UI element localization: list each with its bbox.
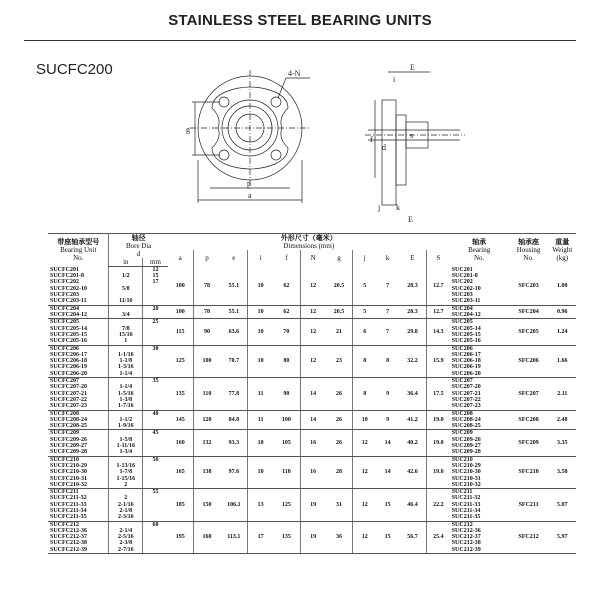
dim-E-cell: 28.3	[399, 305, 426, 319]
col-i: i	[248, 250, 273, 267]
col-e: e	[232, 254, 236, 263]
front-view	[186, 69, 310, 203]
bearing-no-cell: SUC210 SUC210-29 SUC210-30 SUC210-31 SUC210-32	[450, 456, 509, 488]
col-N: N	[300, 250, 325, 267]
dim-N-cell: 16	[300, 456, 325, 488]
dim-e-cell: 106.1	[220, 489, 247, 521]
svg-text:k: k	[396, 203, 400, 212]
dim-S-cell: 19.0	[426, 410, 449, 430]
bore-mm-cell: 55	[143, 489, 168, 521]
unit-no-cell: SUCFC206 SUCFC206-17 SUCFC206-18 SUCFC206-19 SUCFC206-20	[48, 345, 109, 377]
dim-N-cell: 14	[300, 410, 325, 430]
dim-p-cell: 120	[193, 410, 220, 430]
dim-g-cell: 26	[326, 378, 353, 410]
dim-p-cell: 78	[193, 267, 220, 306]
dim-g-cell: 21	[326, 319, 353, 345]
table-row	[48, 267, 576, 306]
bore-in-cell: 1-5/8 1-11/16 1-3/4	[109, 430, 143, 456]
col-in: in	[109, 258, 143, 267]
dim-g-cell: 26	[326, 430, 353, 456]
dim-i-cell: 11	[248, 378, 273, 410]
dim-E-cell: 36.4	[399, 378, 426, 410]
dim-k-cell: 15	[376, 489, 399, 521]
dim-g-cell: 20.5	[326, 305, 353, 319]
table-row	[48, 521, 576, 553]
weight-cell: 5.07	[549, 489, 576, 521]
col-S: S	[426, 250, 449, 267]
dim-S-cell: 19.0	[426, 456, 449, 488]
dim-i-cell: 11	[248, 410, 273, 430]
bore-in-cell: 1/2 5/8 11/16	[109, 267, 143, 306]
dim-S-cell: 15.9	[426, 345, 449, 377]
model-heading: SUCFC200	[36, 61, 113, 78]
col-k: k	[385, 254, 390, 263]
dim-E-cell: 42.6	[399, 456, 426, 488]
dim-S-cell: 12.7	[426, 305, 449, 319]
dim-a-cell: 115	[168, 319, 193, 345]
bearing-no-cell: SUC205 SUC205-14 SUC205-15 SUC205-16	[450, 319, 509, 345]
bearing-drawing	[170, 60, 470, 225]
dim-k-cell: 14	[376, 456, 399, 488]
dim-e-cell: 70.7	[220, 345, 247, 377]
dim-f-cell: 135	[273, 521, 300, 553]
dim-e-cell: 84.8	[220, 410, 247, 430]
col-weight: 重量 Weight (kg)	[552, 238, 573, 263]
bore-mm-cell: 35	[143, 378, 168, 410]
housing-no-cell: SFC211	[509, 489, 549, 521]
housing-no-cell: SFC210	[509, 456, 549, 488]
dim-a-cell: 100	[168, 267, 193, 306]
housing-no-cell: SFC209	[509, 430, 549, 456]
col-dimensions: 外形尺寸（毫米） Dimensions (mm)	[280, 234, 337, 250]
dim-p-cell: 78	[193, 305, 220, 319]
svg-text:i: i	[393, 75, 396, 84]
table-row	[48, 378, 576, 410]
dim-k-cell: 7	[376, 267, 399, 306]
dim-N-cell: 16	[300, 430, 325, 456]
table-row	[48, 430, 576, 456]
side-view	[365, 63, 465, 224]
dim-p-cell: 150	[193, 489, 220, 521]
dim-i-cell: 10	[248, 345, 273, 377]
unit-no-cell: SUCFC201 SUCFC201-8 SUCFC202 SUCFC202-10 SUCFC203 SUCFC203-11	[48, 267, 109, 306]
table-body	[48, 267, 576, 554]
housing-no-cell: SFC206	[509, 345, 549, 377]
weight-cell: 5.97	[549, 521, 576, 553]
unit-no-cell: SUCFC208 SUCFC208-24 SUCFC208-25	[48, 410, 109, 430]
dim-S-cell: 17.5	[426, 378, 449, 410]
dim-e-cell: 113.1	[220, 521, 247, 553]
weight-cell: 2.48	[549, 410, 576, 430]
dim-k-cell: 15	[376, 521, 399, 553]
bore-in-cell: 2-1/4 2-5/16 2-3/8 2-7/16	[109, 521, 143, 553]
dim-k-cell: 9	[376, 410, 399, 430]
dim-i-cell: 10	[248, 305, 273, 319]
svg-text:f: f	[370, 135, 373, 144]
bearing-no-cell: SUC206 SUC206-17 SUC206-18 SUC206-19 SUC206-20	[450, 345, 509, 377]
dim-k-cell: 14	[376, 430, 399, 456]
col-f: f	[285, 254, 288, 263]
dim-a-cell: 135	[168, 378, 193, 410]
weight-cell: 1.66	[549, 345, 576, 377]
col-a: a	[178, 254, 182, 263]
dim-f-cell: 62	[273, 305, 300, 319]
unit-no-cell: SUCFC209 SUCFC209-26 SUCFC209-27 SUCFC209-28	[48, 430, 109, 456]
unit-no-cell: SUCFC212 SUCFC212-36 SUCFC212-37 SUCFC212-38 SUCFC212-39	[48, 521, 109, 553]
dim-a-cell: 100	[168, 305, 193, 319]
dim-S-cell: 12.7	[426, 267, 449, 306]
bore-mm-cell: 60	[143, 521, 168, 553]
bearing-no-cell: SUC212 SUC212-36 SUC212-37 SUC212-38 SUC212-39	[450, 521, 509, 553]
dim-a-cell: 125	[168, 345, 193, 377]
dim-j-cell: 12	[353, 521, 376, 553]
dim-f-cell: 62	[273, 267, 300, 306]
bore-in-cell: 1-1/2 1-9/16	[109, 410, 143, 430]
dim-j-cell: 8	[353, 345, 376, 377]
housing-no-cell: SFC208	[509, 410, 549, 430]
dim-p-cell: 132	[193, 430, 220, 456]
dim-N-cell: 12	[300, 319, 325, 345]
col-p: p	[193, 250, 220, 267]
unit-no-cell: SUCFC205 SUCFC205-14 SUCFC205-15 SUCFC205-16	[48, 319, 109, 345]
dim-j-cell: 5	[353, 305, 376, 319]
table-row	[48, 410, 576, 430]
bore-mm-cell: 30	[143, 345, 168, 377]
dim-g-cell: 31	[326, 489, 353, 521]
dim-f-cell: 80	[273, 345, 300, 377]
dim-N-cell: 19	[300, 521, 325, 553]
dim-N-cell: 12	[300, 305, 325, 319]
dim-i-cell: 10	[248, 319, 273, 345]
dim-j-cell: 12	[353, 489, 376, 521]
dim-e-cell: 55.1	[220, 267, 247, 306]
dim-i-cell: 13	[248, 489, 273, 521]
dim-S-cell: 22.2	[426, 489, 449, 521]
col-E: E	[410, 254, 415, 263]
dim-e-cell: 63.6	[220, 319, 247, 345]
svg-text:4-N: 4-N	[288, 69, 301, 78]
dim-j-cell: 5	[353, 267, 376, 306]
dim-p-cell: 100	[193, 345, 220, 377]
specs-table	[48, 233, 576, 554]
bore-in-cell: 1-1/4 1-5/16 1-3/8 1-7/16	[109, 378, 143, 410]
col-g: g	[337, 254, 341, 263]
dim-e-cell: 77.8	[220, 378, 247, 410]
table-row	[48, 489, 576, 521]
dim-k-cell: 7	[376, 319, 399, 345]
svg-text:g: g	[186, 125, 190, 134]
dim-N-cell: 12	[300, 345, 325, 377]
housing-no-cell: SFC204	[509, 305, 549, 319]
housing-no-cell: SFC207	[509, 378, 549, 410]
weight-cell: 0.96	[549, 305, 576, 319]
dim-i-cell: 10	[248, 456, 273, 488]
col-bearing-no: 轴承 Bearing No.	[468, 238, 491, 263]
dim-N-cell: 19	[300, 489, 325, 521]
bore-mm-cell: 12 15 17	[143, 267, 168, 306]
bore-in-cell: 1-13/16 1-7/8 1-15/16 2	[109, 456, 143, 488]
dim-f-cell: 105	[273, 430, 300, 456]
dim-E-cell: 46.4	[399, 489, 426, 521]
dim-g-cell: 20.5	[326, 267, 353, 306]
housing-no-cell: SFC203	[509, 267, 549, 306]
dim-e-cell: 93.3	[220, 430, 247, 456]
weight-cell: 3.35	[549, 430, 576, 456]
page-title: STAINLESS STEEL BEARING UNITS	[168, 12, 432, 29]
col-unit-no: 带座轴承型号 Bearing Unit No.	[57, 238, 100, 263]
dim-g-cell: 26	[326, 410, 353, 430]
dim-a-cell: 165	[168, 456, 193, 488]
col-bore-dia: 轴径 Bore Dia	[109, 234, 168, 251]
svg-text:d: d	[382, 143, 386, 152]
svg-text:j: j	[378, 203, 381, 212]
unit-no-cell: SUCFC204 SUCFC204-12	[48, 305, 109, 319]
col-d: d	[109, 250, 168, 258]
dim-E-cell: 28.3	[399, 267, 426, 306]
dim-i-cell: 10	[248, 430, 273, 456]
bore-in-cell: 2 2-1/16 2-1/8 2-3/16	[109, 489, 143, 521]
dim-i-cell: 10	[248, 267, 273, 306]
bearing-no-cell: SUC209 SUC209-26 SUC209-27 SUC209-28	[450, 430, 509, 456]
dim-E-cell: 29.8	[399, 319, 426, 345]
bore-mm-cell: 20	[143, 305, 168, 319]
dim-E-cell: 32.2	[399, 345, 426, 377]
dim-f-cell: 110	[273, 456, 300, 488]
dim-p-cell: 160	[193, 521, 220, 553]
svg-text:E: E	[408, 215, 413, 224]
dim-k-cell: 9	[376, 378, 399, 410]
dim-S-cell: 25.4	[426, 521, 449, 553]
bearing-no-cell: SUC211 SUC211-32 SUC211-33 SUC211-34 SUC211-35	[450, 489, 509, 521]
dim-j-cell: 12	[353, 430, 376, 456]
bearing-no-cell: SUC208 SUC208-24 SUC208-25	[450, 410, 509, 430]
dim-p-cell: 110	[193, 378, 220, 410]
dim-S-cell: 19.0	[426, 430, 449, 456]
dim-a-cell: 160	[168, 430, 193, 456]
dim-f-cell: 100	[273, 410, 300, 430]
bearing-no-cell: SUC201 SUC201-8 SUC202 SUC202-10 SUC203 SUC203-11	[450, 267, 509, 306]
dim-p-cell: 138	[193, 456, 220, 488]
svg-text:p: p	[247, 179, 251, 188]
dim-j-cell: 8	[353, 378, 376, 410]
unit-no-cell: SUCFC211 SUCFC211-32 SUCFC211-33 SUCFC211-34 SUCFC211-35	[48, 489, 109, 521]
housing-no-cell: SFC212	[509, 521, 549, 553]
unit-no-cell: SUCFC210 SUCFC210-29 SUCFC210-30 SUCFC210-31 SUCFC210-32	[48, 456, 109, 488]
table-row	[48, 305, 576, 319]
svg-text:a: a	[248, 191, 252, 200]
dim-N-cell: 12	[300, 267, 325, 306]
dim-E-cell: 56.7	[399, 521, 426, 553]
svg-text:E: E	[410, 63, 415, 72]
dim-f-cell: 90	[273, 378, 300, 410]
bearing-no-cell: SUC204 SUC204-12	[450, 305, 509, 319]
dim-f-cell: 70	[273, 319, 300, 345]
table-row	[48, 456, 576, 488]
dim-N-cell: 14	[300, 378, 325, 410]
dim-e-cell: 97.6	[220, 456, 247, 488]
dim-k-cell: 8	[376, 345, 399, 377]
bore-in-cell: 7/8 15/16 1	[109, 319, 143, 345]
bore-mm-cell: 50	[143, 456, 168, 488]
weight-cell: 3.58	[549, 456, 576, 488]
dim-g-cell: 36	[326, 521, 353, 553]
dim-f-cell: 125	[273, 489, 300, 521]
unit-no-cell: SUCFC207 SUCFC207-20 SUCFC207-21 SUCFC207-22 SUCFC207-23	[48, 378, 109, 410]
dim-a-cell: 195	[168, 521, 193, 553]
housing-no-cell: SFC205	[509, 319, 549, 345]
dim-g-cell: 28	[326, 456, 353, 488]
col-housing-no: 轴承座 Housing No.	[516, 238, 541, 263]
dim-j-cell: 12	[353, 456, 376, 488]
weight-cell: 1.00	[549, 267, 576, 306]
bore-in-cell: 3/4	[109, 305, 143, 319]
svg-text:s: s	[410, 131, 414, 140]
dim-j-cell: 6	[353, 319, 376, 345]
weight-cell: 2.11	[549, 378, 576, 410]
dim-E-cell: 40.2	[399, 430, 426, 456]
dim-a-cell: 145	[168, 410, 193, 430]
title-divider	[24, 40, 576, 41]
dim-a-cell: 185	[168, 489, 193, 521]
dim-p-cell: 90	[193, 319, 220, 345]
bore-mm-cell: 45	[143, 430, 168, 456]
bore-in-cell: 1-1/16 1-1/8 1-3/16 1-1/4	[109, 345, 143, 377]
table-row	[48, 345, 576, 377]
dim-S-cell: 14.3	[426, 319, 449, 345]
dim-i-cell: 17	[248, 521, 273, 553]
col-j: j	[353, 250, 376, 267]
weight-cell: 1.24	[549, 319, 576, 345]
dim-E-cell: 41.2	[399, 410, 426, 430]
dim-g-cell: 23	[326, 345, 353, 377]
table-row	[48, 319, 576, 345]
dim-k-cell: 7	[376, 305, 399, 319]
bearing-no-cell: SUC207 SUC207-20 SUC207-21 SUC207-22 SUC207-23	[450, 378, 509, 410]
dim-e-cell: 55.1	[220, 305, 247, 319]
dim-j-cell: 10	[353, 410, 376, 430]
col-mm: mm	[143, 258, 168, 267]
bore-mm-cell: 25	[143, 319, 168, 345]
bore-mm-cell: 40	[143, 410, 168, 430]
